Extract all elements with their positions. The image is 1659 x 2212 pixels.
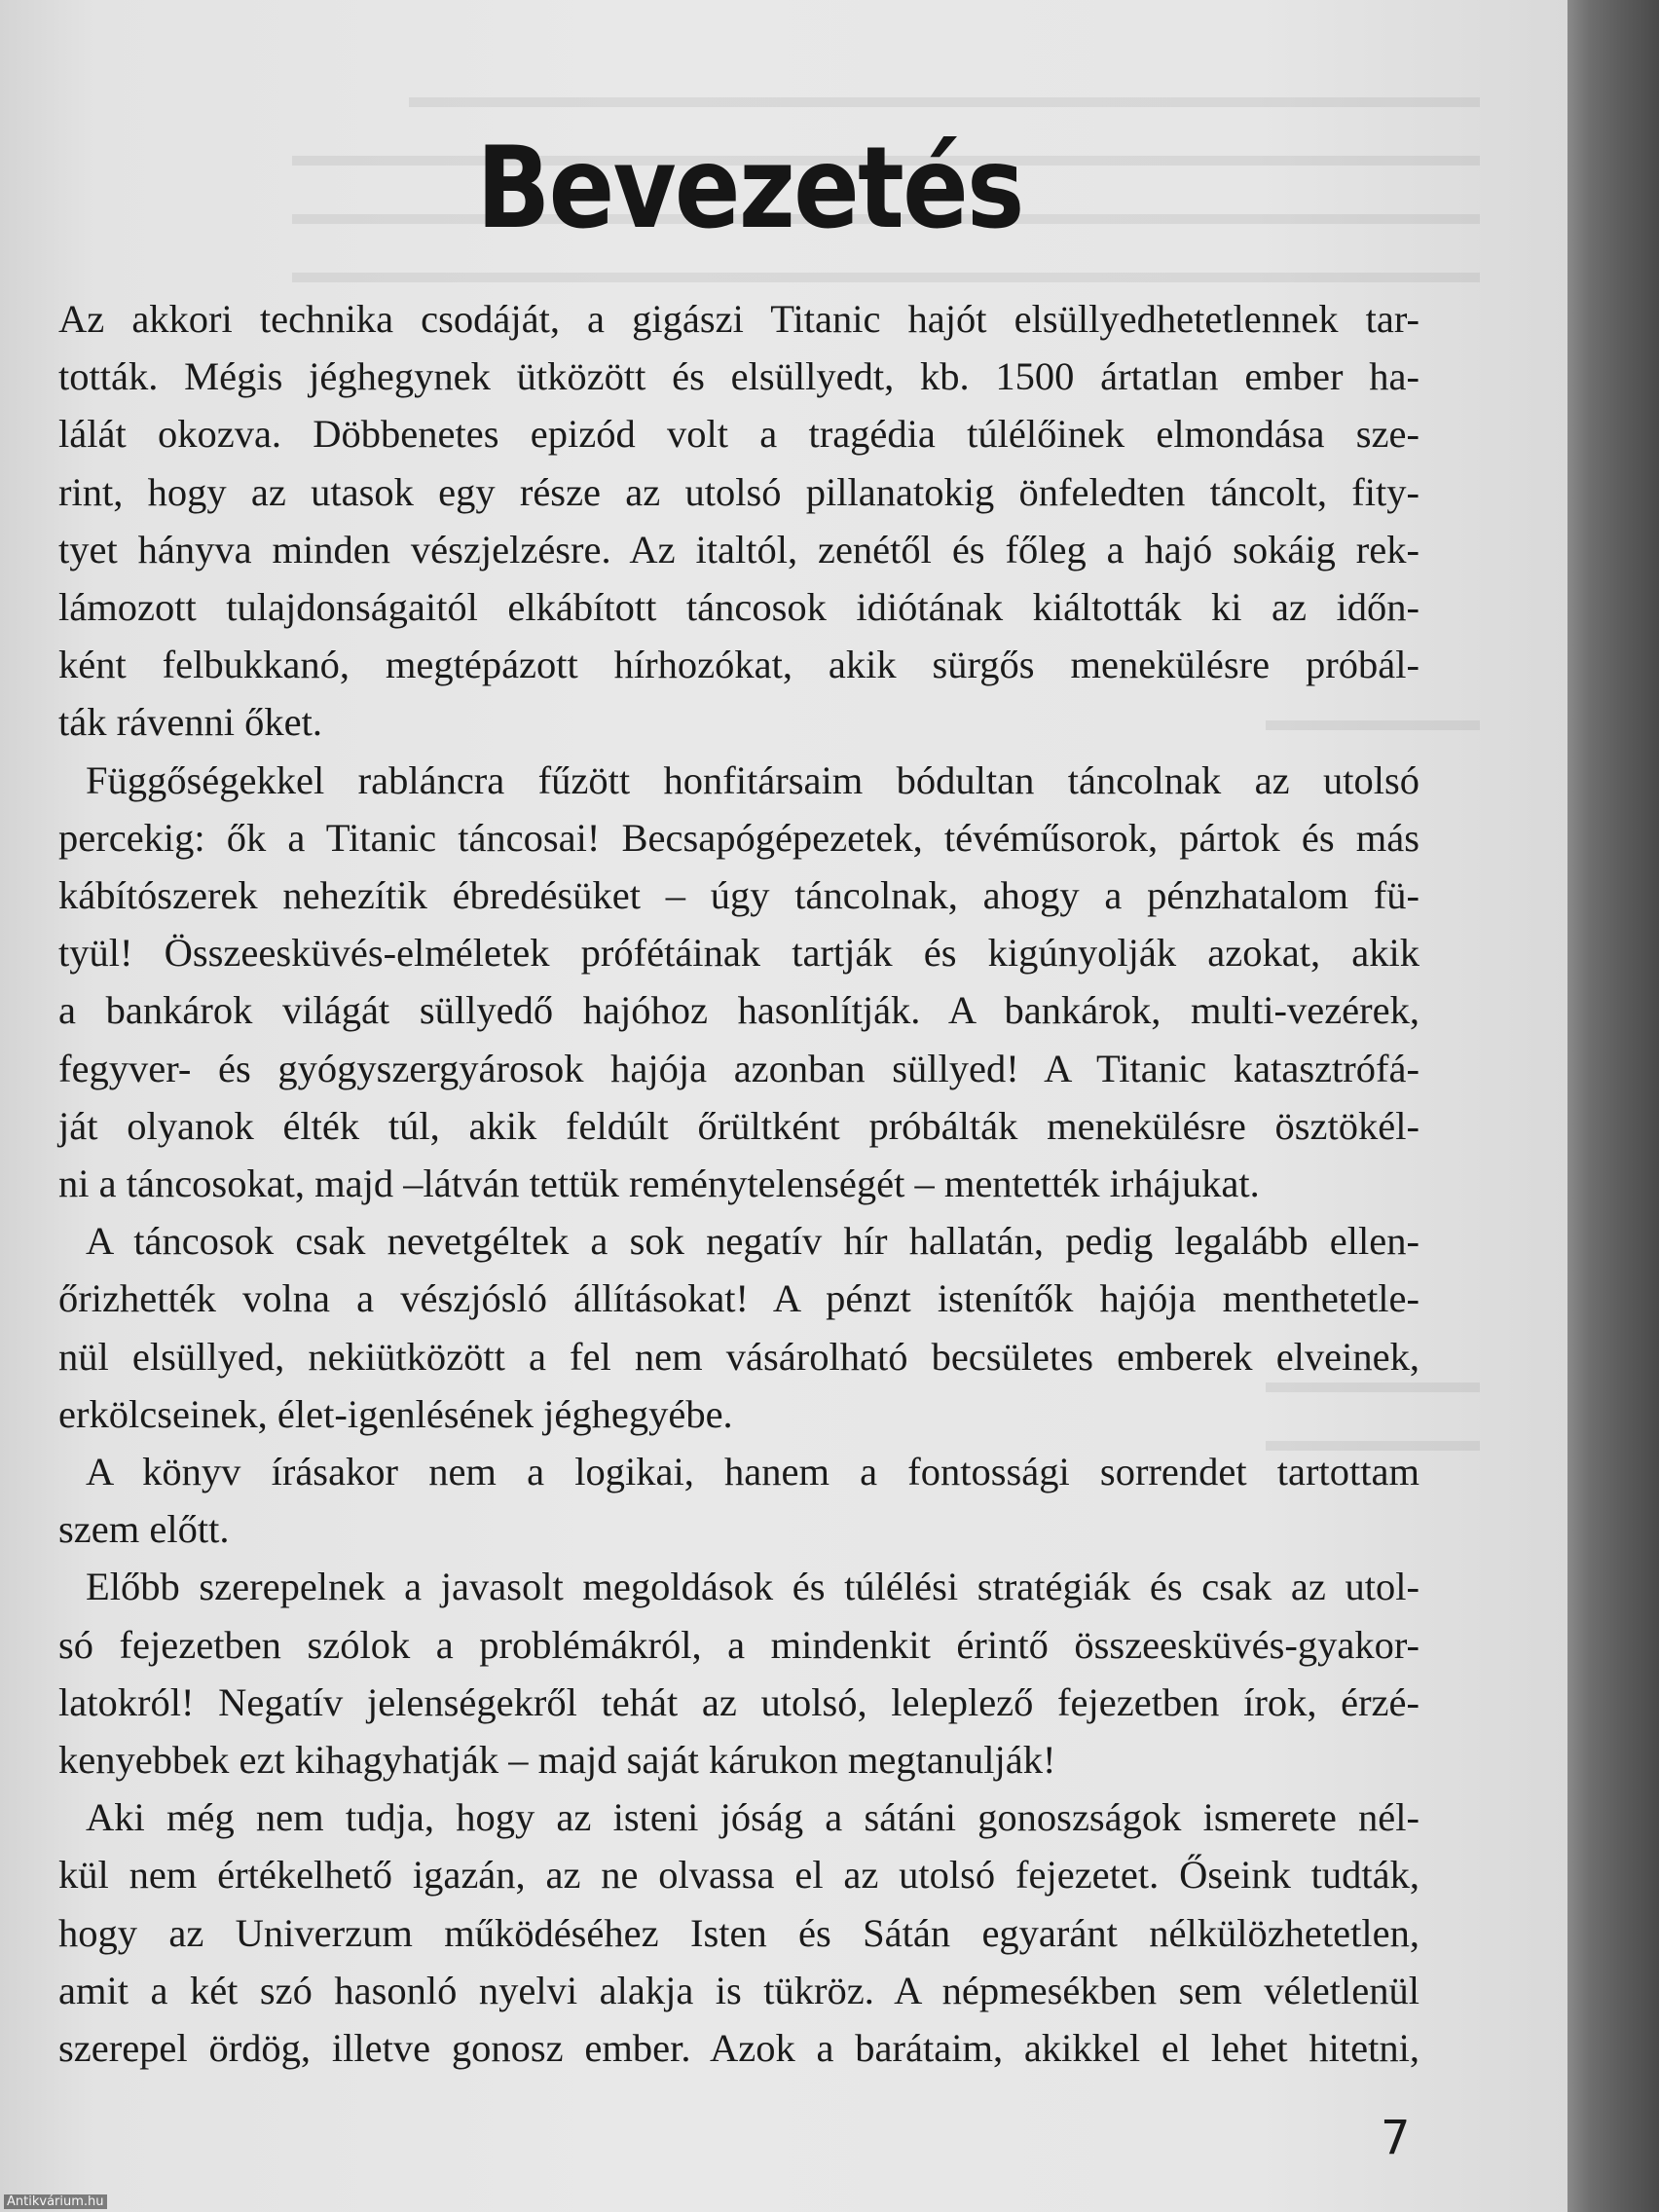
text-line: nül elsüllyed, nekiütközött a fel nem vásárolható becsületes emberek elveinek, — [58, 1334, 1419, 1379]
text-line: fegyver- és gyógyszergyárosok hajója azonban süllyed! A Titanic katasztrófá- — [58, 1046, 1419, 1090]
text-line: Függőségekkel rabláncra fűzött honfitársaim bódultan táncolnak az utolsó — [86, 757, 1419, 802]
text-line: Előbb szerepelnek a javasolt megoldások és túlélési stratégiák és csak az utol- — [86, 1565, 1419, 1609]
text-line: lámozott tulajdonságaitól elkábított táncosok idiótának kiáltották ki az időn- — [58, 585, 1419, 630]
text-line: Aki még nem tudja, hogy az isteni jóság a sátáni gonoszságok ismerete nél- — [86, 1795, 1419, 1840]
page-number: 7 — [1381, 2111, 1411, 2165]
text-line: erkölcseinek, élet-igenlésének jéghegyébe. — [58, 1391, 733, 1436]
text-line: latokról! Negatív jelenségekről tehát az utolsó, leleplező fejezetben írok, érzé- — [58, 1679, 1419, 1724]
text-line: Az akkori technika csodáját, a gigászi Titanic hajót elsüllyedhetetlennek tar- — [58, 297, 1419, 341]
next-page-edge — [1567, 0, 1659, 2212]
paragraph — [58, 290, 1419, 752]
text-line: őrizhették volna a vészjósló állításokat! A pénzt istenítők hajója menthetetle- — [58, 1276, 1419, 1321]
text-line: percekig: ők a Titanic táncosai! Becsapógépezetek, tévéműsorok, pártok és más — [58, 815, 1419, 860]
text-line: só fejezetben szólok a problémákról, a mindenkit érintő összeesküvés-gyakor- — [58, 1622, 1419, 1667]
text-line: kül nem értékelhető igazán, az ne olvassa el az utolsó fejezetet. Őseink tudták, — [58, 1853, 1419, 1898]
text-line: hogy az Univerzum működéséhez Isten és Sátán egyaránt nélkülözhetetlen, — [58, 1910, 1419, 1955]
text-line: ját olyanok élték túl, akik feldúlt őrültként próbálták menekülésre ösztökél- — [58, 1103, 1419, 1148]
text-line: lálát okozva. Döbbenetes epizód volt a tragédia túlélőinek elmondása sze- — [58, 412, 1419, 457]
text-line: A táncosok csak nevetgéltek a sok negatív hír hallatán, pedig legalább ellen- — [86, 1219, 1419, 1264]
text-line: szerepel ördög, illetve gonosz ember. Azok a barátaim, akikkel el lehet hitetni, — [58, 2026, 1419, 2071]
text-line: A könyv írásakor nem a logikai, hanem a fontossági sorrendet tartottam — [86, 1450, 1419, 1494]
text-line: ták rávenni őket. — [58, 700, 323, 745]
paragraph — [58, 1212, 1419, 1443]
text-line: tyül! Összeesküvés-elméletek prófétáinak tartják és kigúnyolják azokat, akik — [58, 931, 1419, 976]
text-line: tyet hányva minden vészjelzésre. Az italtól, zenétől és főleg a hajó sokáig rek- — [58, 527, 1419, 571]
text-line: a bankárok világát süllyedő hajóhoz hasonlítják. A bankárok, multi-vezérek, — [58, 988, 1419, 1033]
watermark: Antikvárium.hu — [4, 2194, 107, 2209]
chapter-title: Bevezetés — [476, 122, 1023, 254]
text-line: kábítószerek nehezítik ébredésüket – úgy táncolnak, ahogy a pénzhatalom fü- — [58, 873, 1419, 918]
text-line: szem előtt. — [58, 1507, 230, 1552]
text-line: tották. Mégis jéghegynek ütközött és elsüllyedt, kb. 1500 ártatlan ember ha- — [58, 354, 1419, 399]
text-line: rint, hogy az utasok egy része az utolsó pillanatokig önfeledten táncolt, fity- — [58, 469, 1419, 514]
paragraph — [58, 1788, 1419, 2077]
paragraph — [58, 1558, 1419, 1788]
body-text — [58, 290, 1419, 2077]
text-line: amit a két szó hasonló nyelvi alakja is tükröz. A népmesékben sem véletlenül — [58, 1968, 1419, 2012]
paragraph — [58, 1443, 1419, 1558]
text-line: ni a táncosokat, majd –látván tettük reménytelenségét – mentették irhájukat. — [58, 1161, 1260, 1206]
text-line: ként felbukkanó, megtépázott hírhozókat, akik sürgős menekülésre próbál- — [58, 643, 1419, 687]
paragraph — [58, 752, 1419, 1213]
text-line: kenyebbek ezt kihagyhatják – majd saját kárukon megtanulják! — [58, 1738, 1056, 1783]
